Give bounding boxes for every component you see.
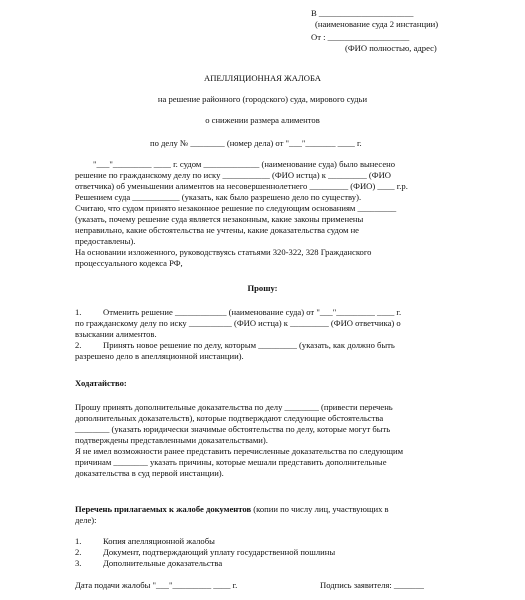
- attachment-item-number: 2.: [75, 547, 82, 557]
- attachment-item-number: 1.: [75, 536, 82, 546]
- attachment-item-number: 3.: [75, 558, 82, 568]
- motion-line3: ________ (указать юридически значимые обстоятельства по делу, которые могут быть: [75, 424, 391, 434]
- attachments-heading: [75, 504, 389, 515]
- document-subtitle-2: о снижении размера алиментов: [205, 115, 320, 125]
- body-p3-line2: процессуального кодекса РФ,: [75, 258, 183, 268]
- applicant-signature: Подпись заявителя: _______: [320, 580, 424, 590]
- attachments-heading-line2: деле):: [75, 515, 97, 525]
- body-p2-line3: неправильно, какие обстоятельства не учтены, какие доказательства судом не: [75, 225, 359, 235]
- attachment-item-text: Документ, подтверждающий уплату государственной пошлины: [103, 547, 336, 557]
- request-item2-number: 2.: [75, 340, 82, 350]
- body-p2-line1: Считаю, что судом принято незаконное решение по следующим основаниям _________: [75, 203, 397, 213]
- motion-line4: подтверждены представленными доказательствами).: [75, 435, 268, 445]
- attachments-heading-bold: Перечень прилагаемых к жалобе документов: [75, 504, 252, 514]
- document-subtitle-1: на решение районного (городского) суда, мирового судьи: [157, 94, 368, 104]
- request-item2-line1: Принять новое решение по делу, которым _________ (указать, как должно быть: [103, 340, 395, 350]
- attachment-item-text: Копия апелляционной жалобы: [103, 536, 215, 546]
- body-p2-line4: предоставлены).: [75, 236, 136, 246]
- body-p1-line4: Решением суда ___________ (указать, как было разрешено дело по существу).: [75, 192, 362, 202]
- motion-line1: Прошу принять дополнительные доказательства по делу ________ (привести перечень: [75, 402, 393, 412]
- document-title: АПЕЛЛЯЦИОННАЯ ЖАЛОБА: [203, 73, 322, 83]
- request-heading: Прошу:: [247, 283, 278, 293]
- request-item2-line2: разрешено дело в апелляционной инстанции).: [75, 351, 244, 361]
- header-from-line: От : ___________________: [311, 32, 410, 42]
- header-to-line: В ______________________: [311, 8, 414, 18]
- request-item1-line2: по гражданскому делу по иску __________ (ФИО истца) к _________ (ФИО ответчика) о: [75, 318, 401, 328]
- body-p3-line1: На основании изложенного, руководствуясь статьями 320-322, 328 Гражданского: [75, 247, 372, 257]
- motion-line6: причинам ________ указать причины, которые мешали представить дополнительные: [75, 457, 387, 467]
- attachments-heading-rest: (копии по числу лиц, участвующих в: [251, 504, 389, 514]
- body-p1-line1: "___"_________ ____ г. судом _____________ (наименование суда) было вынесено: [93, 159, 396, 169]
- motion-line7: доказательства в суд первой инстанции).: [75, 468, 224, 478]
- attachment-item-text: Дополнительные доказательства: [103, 558, 223, 568]
- request-item1-line3: взыскании алиментов.: [75, 329, 157, 339]
- motion-line2: дополнительных доказательств), которые подтверждают следующие обстоятельства: [75, 413, 384, 423]
- body-p1-line2: решение по гражданскому делу по иску ___________ (ФИО истца) к _________ (ФИО: [75, 170, 391, 180]
- motion-heading: Ходатайство:: [75, 378, 127, 388]
- header-court-hint: (наименование суда 2 инстанции): [315, 19, 439, 29]
- case-number-line: по делу № ________ (номер дела) от "___"_______ ____ г.: [150, 138, 362, 148]
- header-fio-hint: (ФИО полностью, адрес): [345, 43, 437, 53]
- body-p2-line2: (указать, почему решение суда является незаконным, какие законы применены: [75, 214, 364, 224]
- body-p1-line3: ответчика) об уменьшении алиментов на несовершеннолетнего _________ (ФИО) ____ г.р.: [75, 181, 408, 191]
- request-item1-number: 1.: [75, 307, 82, 317]
- submission-date: Дата подачи жалобы "___"_________ ____ г.: [75, 580, 238, 590]
- request-item1-line1: Отменить решение ____________ (наименование суда) от "___"_________ ____ г.: [103, 307, 402, 317]
- motion-line5: Я не имел возможности ранее представить перечисленные доказательства по следующим: [75, 446, 404, 456]
